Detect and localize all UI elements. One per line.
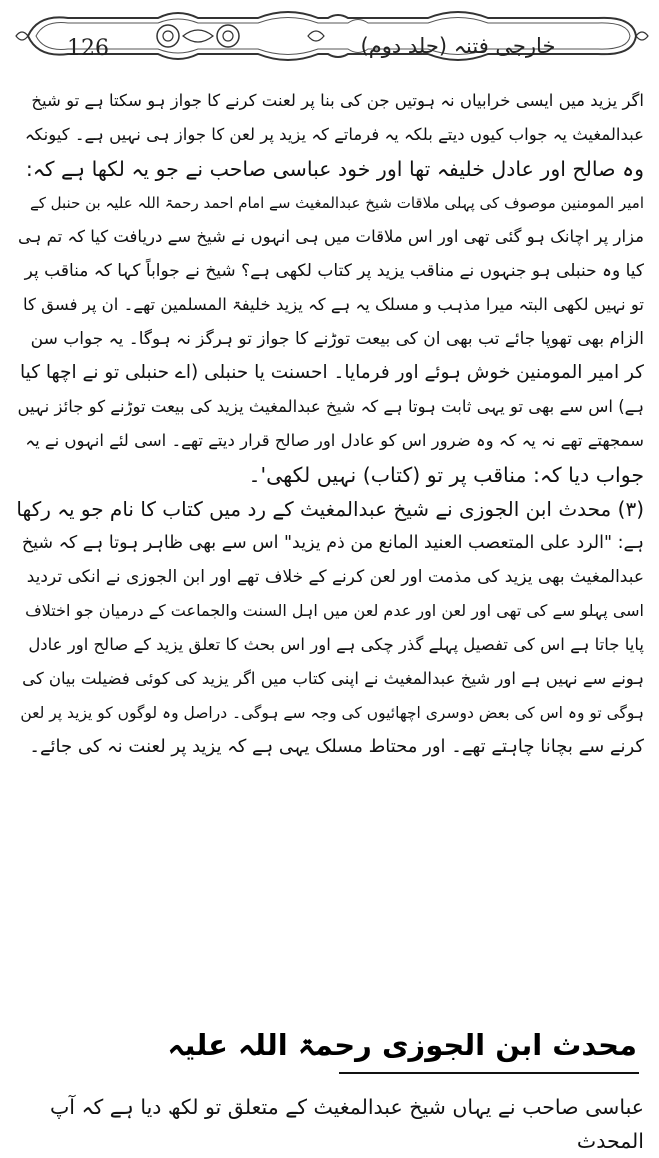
text-line: جواب دیا کہ: مناقب پر تو (کتاب) نہیں لکھی'۔ xyxy=(248,463,644,487)
quote-line: الزام بھی تھوپا جائے تب بھی ان کی بیعت توڑنے کا جواز تو ہرگز نہ ہوگا۔ یہ جواب سن xyxy=(30,329,644,349)
text-line: سمجھتے تھے نہ یہ کہ وہ ضرور اس کو عادل اور صالح قرار دیتے تھے۔ اسی لئے انہوں نے یہ xyxy=(25,431,644,450)
text-line: کرنے سے بچانا چاہتے تھے۔ اور محتاط مسلک یہی ہے کہ یزید پر لعنت نہ کی جائے۔ xyxy=(29,736,644,757)
text-line: ہے: "الرد علی المتعصب العنید المانع من ذم یزید" اس سے بھی ظاہر ہوتا ہے کہ شیخ xyxy=(21,533,644,553)
text-line: (۳) محدث ابن الجوزی نے شیخ عبدالمغیث کے رد میں کتاب کا نام جو یہ رکھا xyxy=(16,497,644,521)
text-line: پایا جاتا ہے اس کی تفصیل پہلے گذر چکی ہے اور اس بحث کا تعلق یزید کے صالح اور عادل xyxy=(28,635,644,654)
heading-divider xyxy=(339,1072,639,1074)
page-number: 126 xyxy=(67,36,109,61)
footer-text-line: عباسی صاحب نے یہاں شیخ عبدالمغیث کے متعلق تو لکھ دیا ہے کہ آپ المحدث xyxy=(50,1095,644,1153)
body-text xyxy=(14,84,644,764)
page-header xyxy=(8,6,651,90)
quote-line: مزار پر اچانک ہو گئی تھی اور اس ملاقات میں ہی انہوں نے شیخ سے دریافت کیا کہ تم ہی xyxy=(17,227,644,246)
text-line: اگر یزید میں ایسی خرابیاں نہ ہوتیں جن کی بنا پر لعنت کرنے کا جواز ہو سکتا ہے تو شیخ xyxy=(31,91,644,110)
quote-line: تو نہیں لکھی البتہ میرا مذہب و مسلک یہ ہے کہ یزید خلیفۃ المسلمین تھے۔ ان پر فسق کا xyxy=(22,295,644,314)
text-line: اسی پہلو سے کی تھی اور لعن اور عدم لعن میں اہل السنت والجماعت کے درمیان جو اختلاف xyxy=(25,601,644,620)
section-heading: محدث ابن الجوزی رحمۃ اللہ علیہ xyxy=(167,1028,637,1062)
quote-line: کیا وہ حنبلی ہو جنہوں نے مناقب یزید پر کتاب لکھی ہے؟ شیخ نے جواباً کہا کہ مناقب پر xyxy=(24,261,644,281)
quote-line: کر امیر المومنین خوش ہوئے اور فرمایا۔ احسنت یا حنبلی (اے حنبلی تو نے اچھا کیا xyxy=(19,362,644,383)
text-line: عبدالمغیث بھی یزید کی مذمت اور لعن کرنے کے خلاف تھے اور ابن الجوزی نے انکی تردید xyxy=(26,567,644,587)
text-line: وہ صالح اور عادل خلیفہ تھا اور خود عباسی صاحب نے جو یہ لکھا ہے کہ: xyxy=(25,157,644,181)
text-line: عبدالمغیث یہ جواب کیوں دیتے بلکہ یہ فرماتے کہ یزید پر لعن کا جواز ہی نہیں ہے۔ کیونکہ xyxy=(24,125,644,144)
text-line: ہونے سے نہیں ہے اور شیخ عبدالمغیث نے اپنی کتاب میں اگر یزید کی کوئی فضیلت بیان کی xyxy=(22,669,644,688)
text-line: ہوگی تو وہ اس کی بعض دوسری اچھائیوں کی وجہ سے ہوگی۔ دراصل وہ لوگوں کو یزید پر لعن xyxy=(20,704,644,722)
text-line: ہے) اس سے بھی تو یہی ثابت ہوتا ہے کہ شیخ عبدالمغیث یزید کی بیعت توڑنے کو جائز نہیں xyxy=(17,397,644,416)
quote-line: امیر المومنین موصوف کی پہلی ملاقات شیخ عبدالمغیث سے امام احمد رحمۃ اللہ علیہ بن حنبل کے xyxy=(29,194,644,212)
running-title: خارجی فتنہ (جلد دوم) xyxy=(360,34,556,58)
